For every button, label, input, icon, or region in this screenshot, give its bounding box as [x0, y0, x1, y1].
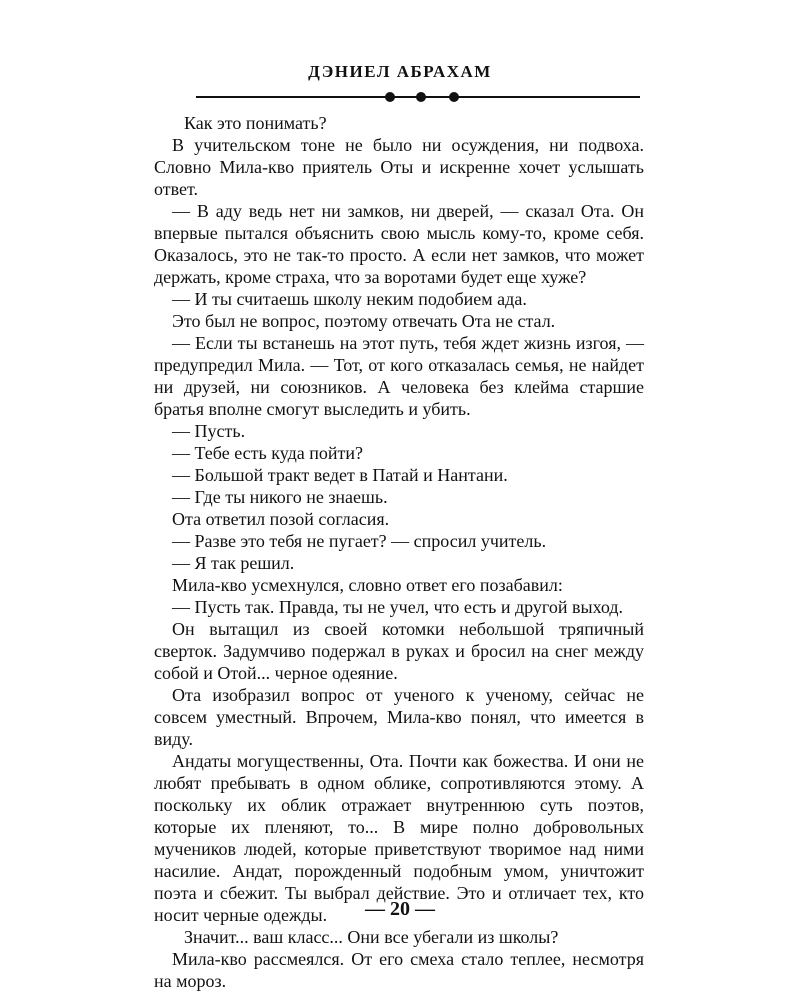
paragraph: — Я так решил.	[172, 553, 295, 573]
paragraph: Мила-кво усмехнулся, словно ответ его позабавил:	[172, 575, 563, 595]
paragraph: Ота ответил позой согласия.	[172, 509, 390, 529]
paragraph: — И ты считаешь школу неким подобием ада.	[172, 289, 527, 309]
paragraph: — Тебе есть куда пойти?	[172, 443, 363, 463]
paragraph: Он вытащил из своей котомки небольшой тряпичный сверток. Задумчиво подержал в руках и бросил на снег между собой и Отой... черное одеяние.	[154, 619, 644, 683]
paragraph: Как это понимать?	[184, 113, 327, 133]
paragraph: Андаты могущественны, Ота. Почти как божества. И они не любят пребывать в одном облике, сопротивляются этому. А поскольку их облик отражает внутреннюю суть поэтов, которые их пленяют, то... В мире полно добровольных мучеников людей, которые приветствуют творимое над ними насилие. Андат, порожденный подобным умом, уничтожит поэта и сбежит. Ты выбрал действие. Это и отличает тех, кто носит черные одежды.	[154, 751, 644, 925]
body-text	[154, 112, 644, 992]
paragraph: Мила-кво рассмеялся. От его смеха стало теплее, несмотря на мороз.	[154, 949, 644, 991]
paragraph: — В аду ведь нет ни замков, ни дверей, — сказал Ота. Он впервые пытался объяснить свою мысль кому-то, кроме себя. Оказалось, это не так-то просто. А если нет замков, что может держать, кроме страха, что за воротами будет еще хуже?	[154, 201, 644, 287]
paragraph: Значит... ваш класс... Они все убегали из школы?	[184, 927, 559, 947]
paragraph: — Пусть.	[172, 421, 246, 441]
paragraph: — Разве это тебя не пугает? — спросил учитель.	[172, 531, 547, 551]
paragraph: — Где ты никого не знаешь.	[172, 487, 388, 507]
paragraph: Это был не вопрос, поэтому отвечать Ота не стал.	[172, 311, 556, 331]
page-number: — 20 —	[365, 898, 435, 920]
header-ornament-dot	[416, 92, 426, 102]
header-ornament-dot	[385, 92, 395, 102]
paragraph: — Большой тракт ведет в Патай и Нантани.	[172, 465, 508, 485]
running-head: ДЭНИЕЛ АБРАХАМ	[308, 62, 492, 81]
paragraph: В учительском тоне не было ни осуждения, ни подвоха. Словно Мила-кво приятель Оты и искренне хочет услышать ответ.	[154, 135, 644, 199]
paragraph: — Если ты встанешь на этот путь, тебя ждет жизнь изгоя, — предупредил Мила. — Тот, от кого отказалась семья, не найдет ни друзей, ни союзников. А человека без клейма старшие братья вполне смогут выследить и убить.	[154, 333, 644, 419]
paragraph: Ота изобразил вопрос от ученого к ученому, сейчас не совсем уместный. Впрочем, Мила-кво понял, что имеется в виду.	[154, 685, 644, 749]
paragraph: — Пусть так. Правда, ты не учел, что есть и другой выход.	[172, 597, 624, 617]
header-ornament-dot	[449, 92, 459, 102]
